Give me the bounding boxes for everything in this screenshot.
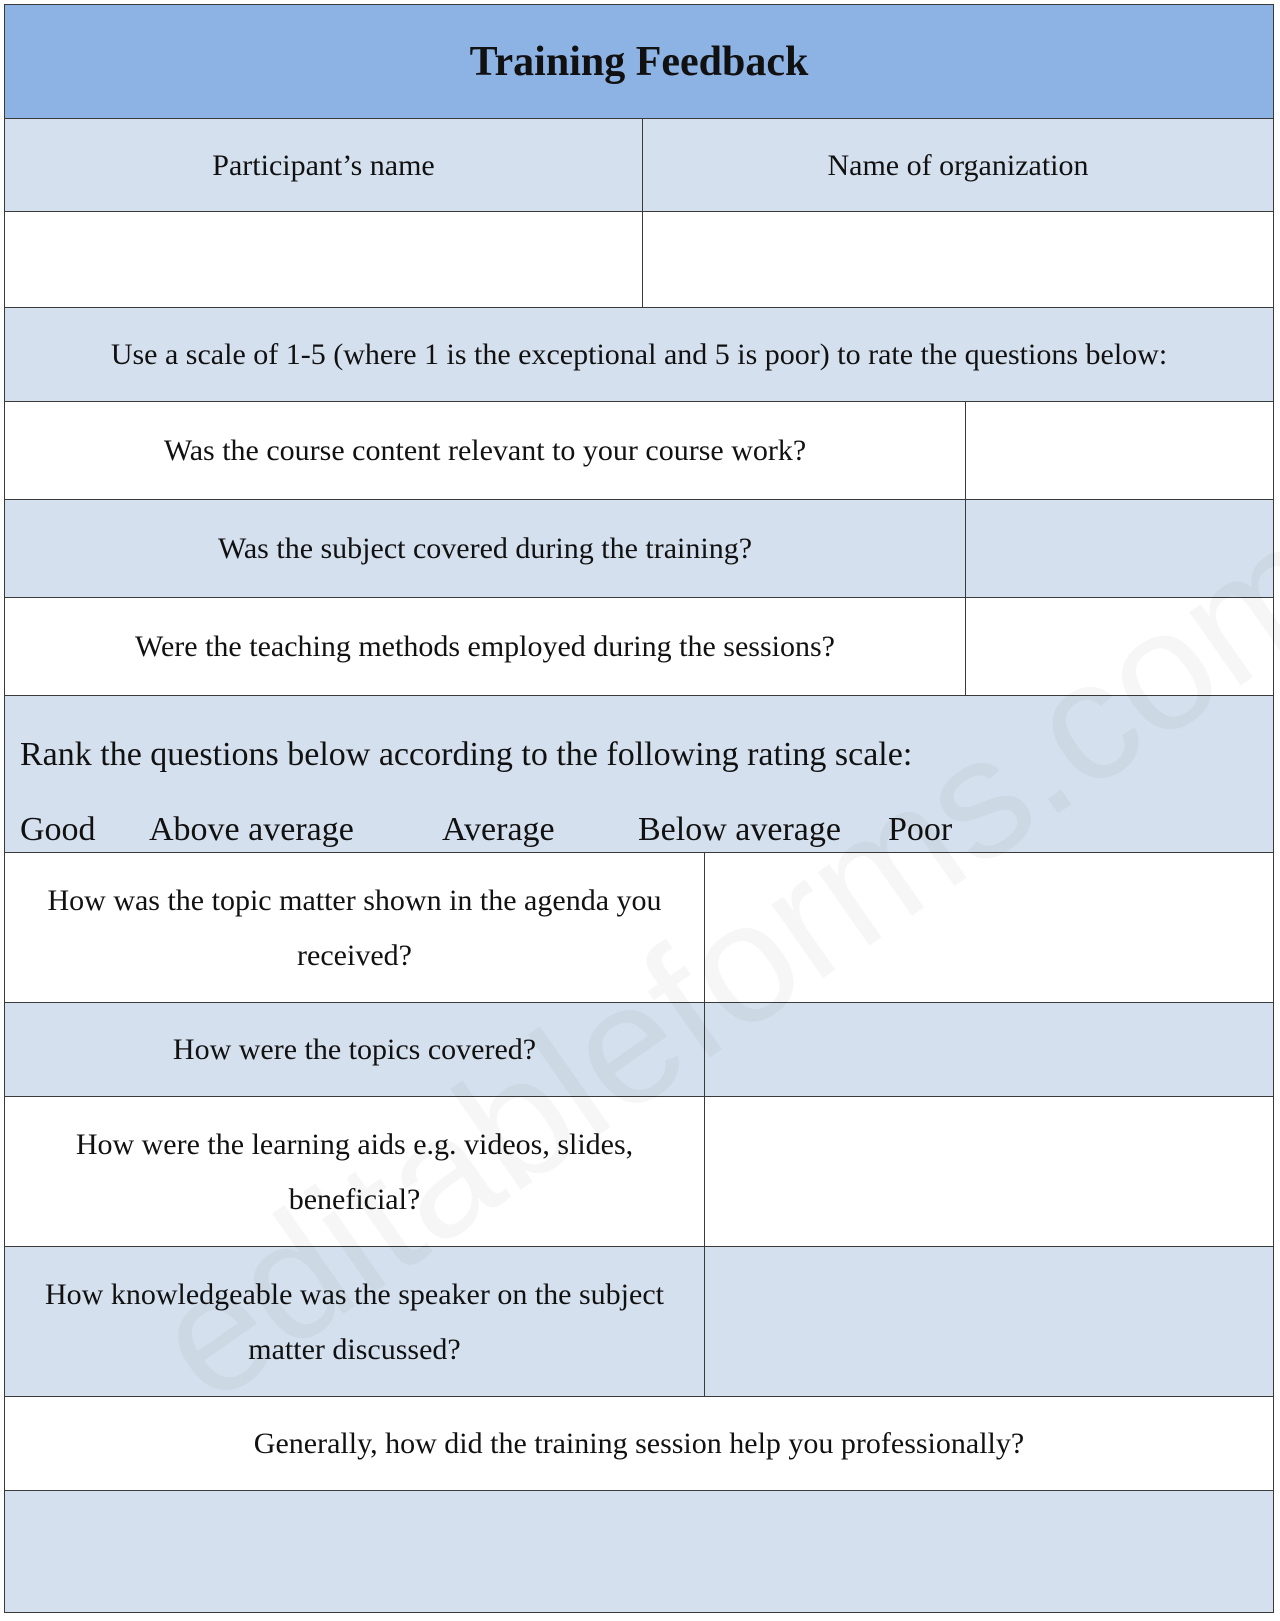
organization-name-field[interactable] xyxy=(642,212,1273,307)
rating-label-below-average: Below average xyxy=(638,811,841,848)
rank-question: How knowledgeable was the speaker on the subject matter discussed? xyxy=(45,1277,664,1366)
scale-question-row xyxy=(5,401,1273,499)
rating-label-average: Average xyxy=(442,811,555,848)
form-header xyxy=(5,5,1273,118)
rank-answer-field[interactable] xyxy=(704,853,1273,1002)
form-title: Training Feedback xyxy=(469,38,809,85)
name-labels-row xyxy=(5,118,1273,211)
rank-question-row xyxy=(5,1002,1273,1096)
general-question-row xyxy=(5,1396,1273,1490)
rank-question: How were the learning aids e.g. videos, slides, beneficial? xyxy=(75,1127,634,1216)
rating-scale-block xyxy=(5,695,1273,852)
scale-question-row xyxy=(5,597,1273,695)
rating-label-above-average: Above average xyxy=(149,811,354,848)
scale-question: Were the teaching methods employed during the sessions? xyxy=(135,630,835,663)
rank-answer-field[interactable] xyxy=(704,1097,1273,1246)
scale-question: Was the subject covered during the training? xyxy=(217,532,753,565)
rating-label-poor: Poor xyxy=(888,811,953,848)
rank-answer-field[interactable] xyxy=(704,1003,1273,1096)
scale-question: Was the course content relevant to your course work? xyxy=(163,434,807,467)
rank-question-row xyxy=(5,1096,1273,1246)
rank-answer-field[interactable] xyxy=(704,1247,1273,1396)
scale-answer-field[interactable] xyxy=(965,402,1273,499)
rank-question-row xyxy=(5,1246,1273,1396)
training-feedback-form xyxy=(4,4,1274,1613)
participant-name-label: Participant’s name xyxy=(212,148,435,182)
scale-answer-field[interactable] xyxy=(965,500,1273,597)
rating-label-good: Good xyxy=(20,811,96,848)
rank-question-row xyxy=(5,852,1273,1002)
rank-question: How was the topic matter shown in the agenda you received? xyxy=(47,883,662,972)
participant-name-field[interactable] xyxy=(5,212,642,307)
general-answer-field[interactable] xyxy=(5,1491,1273,1612)
scale-instruction-row xyxy=(5,307,1273,401)
scale-question-row xyxy=(5,499,1273,597)
name-values-row xyxy=(5,211,1273,307)
scale-instruction: Use a scale of 1-5 (where 1 is the exceptional and 5 is poor) to rate the questions below: xyxy=(110,338,1168,371)
general-question: Generally, how did the training session help you professionally? xyxy=(253,1427,1025,1460)
rank-instruction: Rank the questions below according to the following rating scale: xyxy=(20,736,913,773)
rank-question: How were the topics covered? xyxy=(172,1033,537,1066)
organization-name-label: Name of organization xyxy=(642,119,1273,211)
scale-answer-field[interactable] xyxy=(965,598,1273,695)
general-answer-row xyxy=(5,1490,1273,1612)
